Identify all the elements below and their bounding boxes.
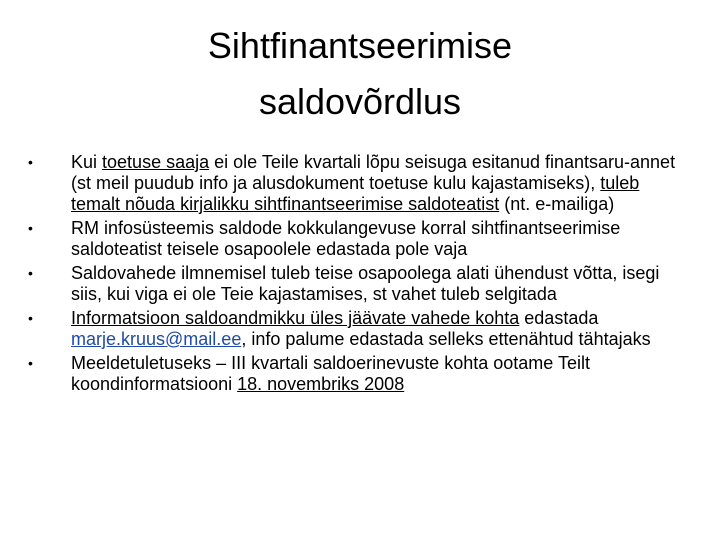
bullet-item-1: [28, 152, 688, 215]
bullet-list: [28, 152, 688, 398]
bullet-icon: •: [28, 265, 33, 281]
title-line-2: saldovõrdlus: [258, 81, 462, 122]
bullet-icon: •: [28, 220, 33, 236]
bullet-text: edastada: [519, 308, 599, 328]
bullet-icon: •: [28, 355, 33, 371]
underlined-text: tuleb temalt nõuda kirjalikku sihtfinantseerimise saldoteatist: [71, 173, 640, 214]
bullet-item-5: [28, 353, 688, 395]
bullet-item-4: [28, 308, 688, 350]
underlined-date: 18. novembriks 2008: [237, 374, 405, 394]
bullet-text: , info palume edastada selleks ettenähtud tähtajaks: [241, 329, 651, 349]
title-line-1: Sihtfinantseerimise: [207, 25, 513, 66]
bullet-icon: •: [28, 310, 33, 326]
bullet-item-3: [28, 263, 688, 305]
underlined-text: toetuse saaja: [102, 152, 210, 172]
email-link[interactable]: marje.kruus@mail.ee: [71, 329, 242, 349]
bullet-text: (nt. e-mailiga): [499, 194, 615, 214]
bullet-icon: •: [28, 154, 33, 170]
bullet-text: Meeldetuletuseks – III kvartali saldoerinevuste kohta ootame Teilt koondinformatsiooni: [71, 353, 590, 394]
bullet-text: ei ole Teile kvartali lõpu seisuga esitanud finantsaru-annet (st meil puudub info ja alusdokument toetuse kulu kajastamiseks),: [71, 152, 676, 193]
bullet-item-2: [28, 218, 688, 260]
bullet-text: Saldovahede ilmnemisel tuleb teise osapoolega alati ühendust võtta, isegi siis, kui viga ei ole Teie kajastamises, st vahet tuleb selgitada: [71, 263, 660, 304]
slide-title: [0, 18, 720, 130]
bullet-text: RM infosüsteemis saldode kokkulangevuse korral sihtfinantseerimise saldoteatist teisele osapoolele edastada pole vaja: [71, 218, 621, 259]
underlined-text: Informatsioon saldoandmikku üles jäävate vahede kohta: [71, 308, 520, 328]
bullet-text: Kui: [71, 152, 103, 172]
